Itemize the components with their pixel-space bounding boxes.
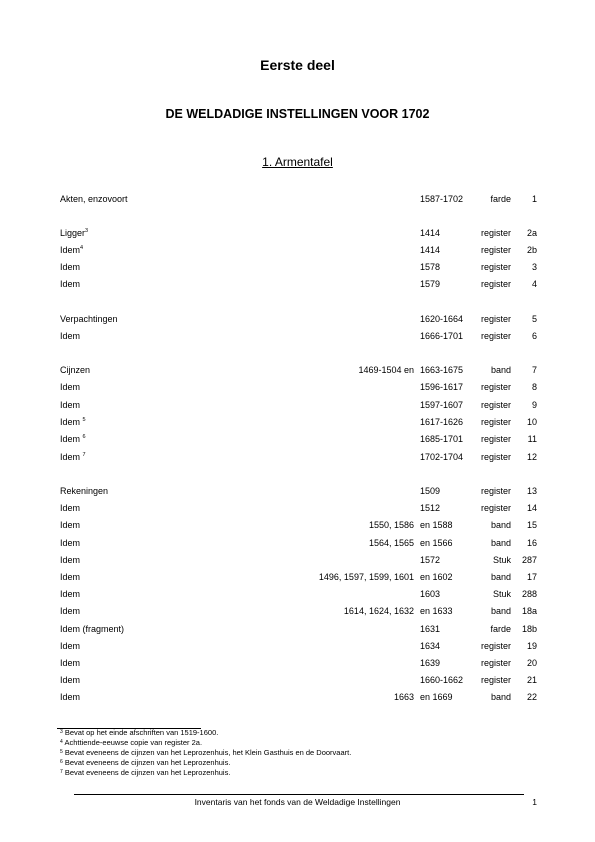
- row-number: 1: [531, 194, 537, 204]
- row-number: 22: [526, 692, 537, 702]
- row-number: 10: [526, 417, 537, 427]
- footnote-number: 5: [60, 749, 63, 755]
- row-dates: 1620-1664: [420, 314, 464, 324]
- row-dates: 1587-1702: [420, 194, 464, 204]
- row-label-text: Idem: [60, 503, 81, 513]
- table-row: [0, 243, 595, 257]
- row-number: 9: [531, 400, 537, 410]
- part-heading: Eerste deel: [260, 57, 335, 73]
- row-number: 18b: [521, 624, 537, 634]
- table-row: [0, 690, 595, 704]
- row-label: [60, 243, 83, 257]
- row-number: 8: [531, 382, 537, 392]
- row-type: register: [480, 400, 511, 410]
- row-number: 14: [526, 503, 537, 513]
- row-dates: 1414: [420, 228, 441, 238]
- row-extra-dates: 1663: [393, 692, 414, 702]
- footnote: [60, 758, 540, 768]
- row-dates: en 1669: [420, 692, 453, 702]
- footnote: [60, 738, 540, 748]
- row-label: [60, 380, 80, 394]
- footnote-number: 4: [60, 739, 63, 745]
- row-label: [60, 690, 80, 704]
- row-dates: 1572: [420, 555, 441, 565]
- table-row: [0, 312, 595, 326]
- table-row: [0, 432, 595, 446]
- row-label-text: Idem: [60, 641, 81, 651]
- table-row: [0, 363, 595, 377]
- row-dates: 1597-1607: [420, 400, 464, 410]
- row-number: 19: [526, 641, 537, 651]
- row-label: [60, 192, 128, 206]
- row-label-text: Idem: [60, 555, 81, 565]
- row-type: register: [480, 245, 511, 255]
- footnote-marker: 5: [82, 417, 86, 423]
- row-label: [60, 518, 80, 532]
- row-label: [60, 622, 124, 636]
- row-label-text: Idem: [60, 434, 83, 444]
- row-number: 20: [526, 658, 537, 668]
- row-type: register: [480, 641, 511, 651]
- row-extra-dates: 1614, 1624, 1632: [343, 606, 414, 616]
- row-extra-dates: 1550, 1586: [368, 520, 414, 530]
- row-type: register: [480, 314, 511, 324]
- row-label-text: Idem: [60, 245, 81, 255]
- table-row: [0, 226, 595, 240]
- row-label-text: Verpachtingen: [60, 314, 118, 324]
- row-label-text: Idem: [60, 572, 81, 582]
- row-number: 7: [531, 365, 537, 375]
- row-label: [60, 501, 80, 515]
- row-number: 15: [526, 520, 537, 530]
- row-type: band: [490, 538, 511, 548]
- row-number: 11: [527, 434, 537, 444]
- table-row: [0, 192, 595, 206]
- row-label: [60, 656, 80, 670]
- table-row: [0, 622, 595, 636]
- row-type: register: [480, 486, 511, 496]
- table-row: [0, 553, 595, 567]
- row-type: farde: [490, 194, 511, 204]
- row-type: register: [480, 658, 511, 668]
- footnote: [60, 728, 540, 738]
- row-label-text: Idem: [60, 262, 81, 272]
- row-extra-dates: 1469-1504 en: [358, 365, 414, 375]
- footer-rule: [74, 794, 524, 795]
- row-label-text: Akten, enzovoort: [60, 194, 128, 204]
- row-dates: 1631: [420, 624, 441, 634]
- row-dates: en 1588: [420, 520, 453, 530]
- footnote-marker: 3: [85, 228, 89, 234]
- row-number: 287: [521, 555, 537, 565]
- row-number: 12: [526, 452, 537, 462]
- row-type: band: [490, 572, 511, 582]
- row-label-text: Rekeningen: [60, 486, 109, 496]
- row-dates: 1596-1617: [420, 382, 464, 392]
- table-row: [0, 639, 595, 653]
- row-label-text: Idem: [60, 331, 81, 341]
- table-row: [0, 536, 595, 550]
- page-number: 1: [532, 797, 537, 807]
- row-dates: en 1633: [420, 606, 453, 616]
- row-type: register: [480, 228, 511, 238]
- footnote-number: 6: [60, 759, 63, 765]
- footnote: [60, 748, 540, 758]
- row-label: [60, 277, 80, 291]
- row-dates: 1663-1675: [420, 365, 464, 375]
- row-label: [60, 312, 118, 326]
- table-row: [0, 501, 595, 515]
- row-number: 18a: [521, 606, 537, 616]
- row-dates: 1685-1701: [420, 434, 464, 444]
- row-label: [60, 260, 80, 274]
- row-label-text: Ligger: [60, 228, 86, 238]
- row-number: 16: [526, 538, 537, 548]
- row-label: [60, 415, 86, 429]
- row-label: [60, 536, 80, 550]
- row-label-text: Idem: [60, 452, 83, 462]
- table-row: [0, 656, 595, 670]
- row-dates: 1509: [420, 486, 441, 496]
- row-dates: 1660-1662: [420, 675, 464, 685]
- row-type: register: [480, 434, 511, 444]
- row-label: [60, 604, 80, 618]
- document-title: DE WELDADIGE INSTELLINGEN VOOR 1702: [165, 107, 430, 121]
- row-type: register: [480, 452, 511, 462]
- row-type: register: [480, 382, 511, 392]
- footnote-marker: 4: [80, 245, 84, 251]
- row-extra-dates: 1496, 1597, 1599, 1601: [318, 572, 414, 582]
- table-row: [0, 604, 595, 618]
- row-label-text: Idem: [60, 589, 81, 599]
- table-row: [0, 380, 595, 394]
- row-label-text: Idem: [60, 279, 81, 289]
- table-row: [0, 570, 595, 584]
- row-dates: en 1602: [420, 572, 453, 582]
- row-label-text: Idem: [60, 382, 81, 392]
- row-label: [60, 570, 80, 584]
- table-row: [0, 484, 595, 498]
- row-dates: 1617-1626: [420, 417, 464, 427]
- row-label: [60, 226, 88, 240]
- section-heading-text: 1. Armentafel: [262, 155, 333, 169]
- row-type: farde: [490, 624, 511, 634]
- row-label-text: Idem: [60, 538, 81, 548]
- row-dates: en 1566: [420, 538, 453, 548]
- row-label-text: Idem: [60, 606, 81, 616]
- row-type: band: [490, 692, 511, 702]
- row-number: 5: [531, 314, 537, 324]
- row-dates: 1414: [420, 245, 441, 255]
- table-row: [0, 260, 595, 274]
- row-label-text: Idem: [60, 520, 81, 530]
- row-type: register: [480, 417, 511, 427]
- footnote-text: Achttiende-eeuwse copie van register 2a.: [64, 738, 203, 747]
- table-row: [0, 587, 595, 601]
- row-type: register: [480, 279, 511, 289]
- footnote-text: Bevat op het einde afschriften van 1519-1600.: [64, 728, 219, 737]
- row-number: 6: [531, 331, 537, 341]
- footnote-marker: 6: [82, 434, 86, 440]
- row-type: band: [490, 365, 511, 375]
- row-dates: 1639: [420, 658, 441, 668]
- row-number: 2a: [526, 228, 537, 238]
- row-dates: 1603: [420, 589, 441, 599]
- row-number: 13: [526, 486, 537, 496]
- row-number: 2b: [526, 245, 537, 255]
- row-type: Stuk: [492, 589, 511, 599]
- table-row: [0, 277, 595, 291]
- row-dates: 1578: [420, 262, 441, 272]
- footnote-text: Bevat eveneens de cijnzen van het Leprozenhuis, het Klein Gasthuis en de Doorvaart.: [64, 748, 352, 757]
- row-label-text: Cijnzen: [60, 365, 91, 375]
- row-label: [60, 450, 86, 464]
- row-label: [60, 329, 80, 343]
- row-label-text: Idem (fragment): [60, 624, 125, 634]
- row-label-text: Idem: [60, 692, 81, 702]
- footnote-text: Bevat eveneens de cijnzen van het Leprozenhuis.: [64, 768, 231, 777]
- row-type: band: [490, 606, 511, 616]
- row-label-text: Idem: [60, 417, 83, 427]
- row-label: [60, 484, 108, 498]
- footnote-number: 7: [60, 769, 63, 775]
- footnote-marker: 7: [82, 452, 86, 458]
- row-label: [60, 553, 80, 567]
- row-number: 288: [521, 589, 537, 599]
- row-label: [60, 432, 86, 446]
- row-label-text: Idem: [60, 400, 81, 410]
- footnote: [60, 768, 540, 778]
- row-dates: 1634: [420, 641, 441, 651]
- row-number: 21: [526, 675, 537, 685]
- row-dates: 1579: [420, 279, 441, 289]
- row-type: register: [480, 675, 511, 685]
- footnote-text: Bevat eveneens de cijnzen van het Leprozenhuis.: [64, 758, 231, 767]
- row-label-text: Idem: [60, 675, 81, 685]
- row-extra-dates: 1564, 1565: [368, 538, 414, 548]
- footer-text: Inventaris van het fonds van de Weldadige Instellingen: [194, 797, 401, 807]
- row-label: [60, 398, 80, 412]
- table-row: [0, 450, 595, 464]
- row-type: Stuk: [492, 555, 511, 565]
- row-label: [60, 673, 80, 687]
- row-type: register: [480, 262, 511, 272]
- row-label: [60, 587, 80, 601]
- row-number: 17: [526, 572, 537, 582]
- row-dates: 1666-1701: [420, 331, 464, 341]
- row-dates: 1702-1704: [420, 452, 464, 462]
- row-type: band: [490, 520, 511, 530]
- row-type: register: [480, 503, 511, 513]
- row-label-text: Idem: [60, 658, 81, 668]
- row-label: [60, 639, 80, 653]
- table-row: [0, 415, 595, 429]
- row-number: 4: [531, 279, 537, 289]
- row-type: register: [480, 331, 511, 341]
- table-row: [0, 329, 595, 343]
- row-number: 3: [531, 262, 537, 272]
- table-row: [0, 673, 595, 687]
- table-row: [0, 398, 595, 412]
- row-label: [60, 363, 90, 377]
- table-row: [0, 518, 595, 532]
- row-dates: 1512: [420, 503, 441, 513]
- section-heading: [0, 155, 595, 169]
- footnote-number: 3: [60, 729, 63, 735]
